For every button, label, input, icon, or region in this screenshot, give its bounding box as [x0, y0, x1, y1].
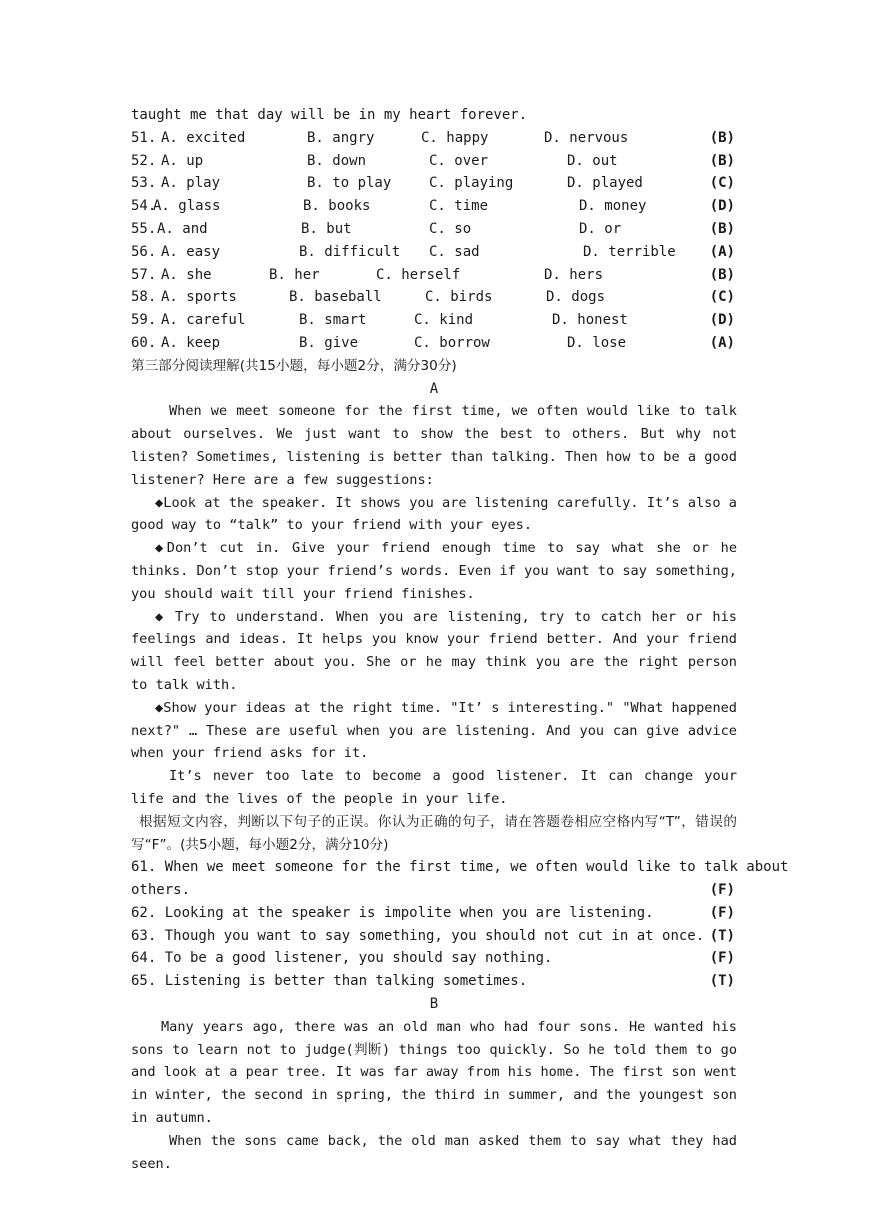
exam-page [131, 104, 789, 1175]
answer-key: (B) [709, 129, 735, 146]
passage-a-paragraph-1: When we meet someone for the first time, we often would like to talk about ourselves. We just want to show the best to others. But why not listen? Sometimes, listening is better than talking. Then how to be a good listener? Here are a few suggestions: [131, 403, 737, 488]
cloze-question-row [131, 150, 737, 173]
option-b: B. difficult [299, 243, 401, 260]
option-d: D. lose [567, 334, 627, 351]
option-b: B. books [303, 198, 371, 215]
option-d: D. out [567, 152, 618, 169]
tf-item-61-cont [131, 879, 737, 902]
question-number: 58. [131, 289, 157, 306]
question-number: 60. [131, 334, 157, 351]
passage-a-bullet-2: ◆Don’t cut in. Give your friend enough time to say what she or he thinks. Don’t stop your friend’s words. Even if you want to say something, you should wait till your friend finishes. [131, 540, 737, 602]
answer-key: (D) [709, 312, 735, 329]
option-a: A. excited [161, 129, 246, 146]
answer-key: (A) [709, 243, 735, 260]
question-number: 51. [131, 129, 157, 146]
option-d: D. nervous [544, 129, 629, 146]
tf-question: 63. Though you want to say something, you should not cut in at once. [131, 927, 705, 944]
question-number: 52. [131, 152, 157, 169]
passage-a-paragraph-2: It’s never too late to become a good listener. It can change your life and the lives of the people in your life. [131, 768, 737, 807]
option-d: D. hers [544, 266, 604, 283]
option-d: D. dogs [546, 289, 606, 306]
question-number: 55. [131, 220, 157, 237]
question-number: 59. [131, 312, 157, 329]
answer-key: (B) [709, 220, 735, 237]
option-c: C. sad [429, 243, 480, 260]
tf-item-62 [131, 902, 737, 925]
passage-a-bullet-1: ◆Look at the speaker. It shows you are listening carefully. It’s also a good way to “talk” to your friend with your eyes. [131, 494, 737, 534]
passage-b-label: B [429, 996, 439, 1013]
cloze-question-row [131, 127, 737, 150]
option-b: B. to play [307, 175, 392, 192]
passage-a-label: A [429, 380, 439, 397]
passage-b-paragraph-2: When the sons came back, the old man asked them to say what they had seen. [131, 1132, 737, 1172]
answer-key: (C) [709, 289, 735, 306]
true-false-list [131, 856, 789, 993]
option-d: D. terrible [583, 243, 676, 260]
cloze-question-row [131, 332, 737, 355]
answer-key: (D) [709, 198, 735, 215]
tf-question: 61. When we meet someone for the first time, we often would like to talk about [131, 859, 789, 876]
option-a: A. keep [161, 334, 221, 351]
intro-line: taught me that day will be in my heart forever. [131, 107, 528, 123]
cloze-question-row [131, 172, 737, 195]
option-b: B. baseball [289, 289, 382, 306]
option-a: A. glass [153, 198, 221, 215]
option-b: B. her [269, 266, 320, 283]
answer-key: (B) [709, 152, 735, 169]
option-c: C. kind [414, 312, 474, 329]
section3-title: 第三部分阅读理解(共15小题，每小题2分，满分30分) [131, 357, 457, 374]
tf-item-64 [131, 947, 737, 970]
tf-answer: (T) [709, 973, 735, 990]
option-c: C. happy [421, 129, 489, 146]
cloze-question-row [131, 309, 737, 332]
true-false-instruction: 根据短文内容，判断以下句子的正误。你认为正确的句子，请在答题卷相应空格内写“T”，错误的写“F”。(共5小题，每小题2分，满分10分) [131, 813, 737, 853]
tf-answer: (F) [709, 904, 735, 921]
tf-item-63 [131, 925, 737, 948]
answer-key: (A) [709, 334, 735, 351]
cloze-question-row [131, 264, 737, 287]
tf-question-continued: others. [131, 882, 191, 899]
tf-answer: (T) [709, 927, 735, 944]
tf-question: 65. Listening is better than talking sometimes. [131, 973, 528, 990]
option-a: A. play [161, 175, 221, 192]
passage-b-paragraph-1: Many years ago, there was an old man who had four sons. He wanted his sons to learn not to judge(判断) things too quickly. So he told them to go and look at a pear tree. It was far away from his home. The first son went in winter, the second in spring, the third in summer, and the youngest son in autumn. [131, 1018, 737, 1127]
option-d: D. or [579, 220, 622, 237]
tf-answer: (F) [709, 882, 735, 899]
question-number: 53. [131, 175, 157, 192]
tf-question: 62. Looking at the speaker is impolite when you are listening. [131, 904, 654, 921]
question-number: 54. [131, 198, 157, 215]
question-number: 56. [131, 243, 157, 260]
answer-key: (C) [709, 175, 735, 192]
option-d: D. money [579, 198, 647, 215]
cloze-question-row [131, 218, 737, 241]
option-a: A. up [161, 152, 204, 169]
cloze-question-row [131, 195, 737, 218]
option-b: B. down [307, 152, 367, 169]
option-a: A. and [157, 220, 208, 237]
passage-a-bullet-4: ◆Show your ideas at the right time. "It’ s interesting." "What happened next?" … These are useful when you are listening. And you can give advice when your friend asks for it. [131, 699, 737, 762]
tf-item-65 [131, 970, 737, 993]
option-c: C. over [429, 152, 489, 169]
option-c: C. playing [429, 175, 514, 192]
option-a: A. she [161, 266, 212, 283]
option-c: C. time [429, 198, 489, 215]
option-b: B. angry [307, 129, 375, 146]
option-d: D. honest [552, 312, 628, 329]
question-number: 57. [131, 266, 157, 283]
answer-key: (B) [709, 266, 735, 283]
tf-answer: (F) [709, 950, 735, 967]
option-c: C. birds [425, 289, 493, 306]
passage-a-bullet-3: ◆ Try to understand. When you are listening, try to catch her or his feelings and ideas. It helps you know your friend better. And your friend will feel better about you. She or he may think you are the right person to talk with. [131, 608, 737, 693]
tf-question: 64. To be a good listener, you should say nothing. [131, 950, 553, 967]
cloze-question-row [131, 286, 737, 309]
option-b: B. give [299, 334, 359, 351]
option-d: D. played [567, 175, 643, 192]
option-b: B. smart [299, 312, 367, 329]
option-a: A. sports [161, 289, 237, 306]
option-c: C. so [429, 220, 472, 237]
option-b: B. but [301, 220, 352, 237]
option-a: A. careful [161, 312, 246, 329]
tf-item-61 [131, 856, 789, 879]
cloze-question-list [131, 127, 737, 355]
option-c: C. herself [376, 266, 461, 283]
option-c: C. borrow [414, 334, 490, 351]
cloze-question-row [131, 241, 737, 264]
option-a: A. easy [161, 243, 221, 260]
